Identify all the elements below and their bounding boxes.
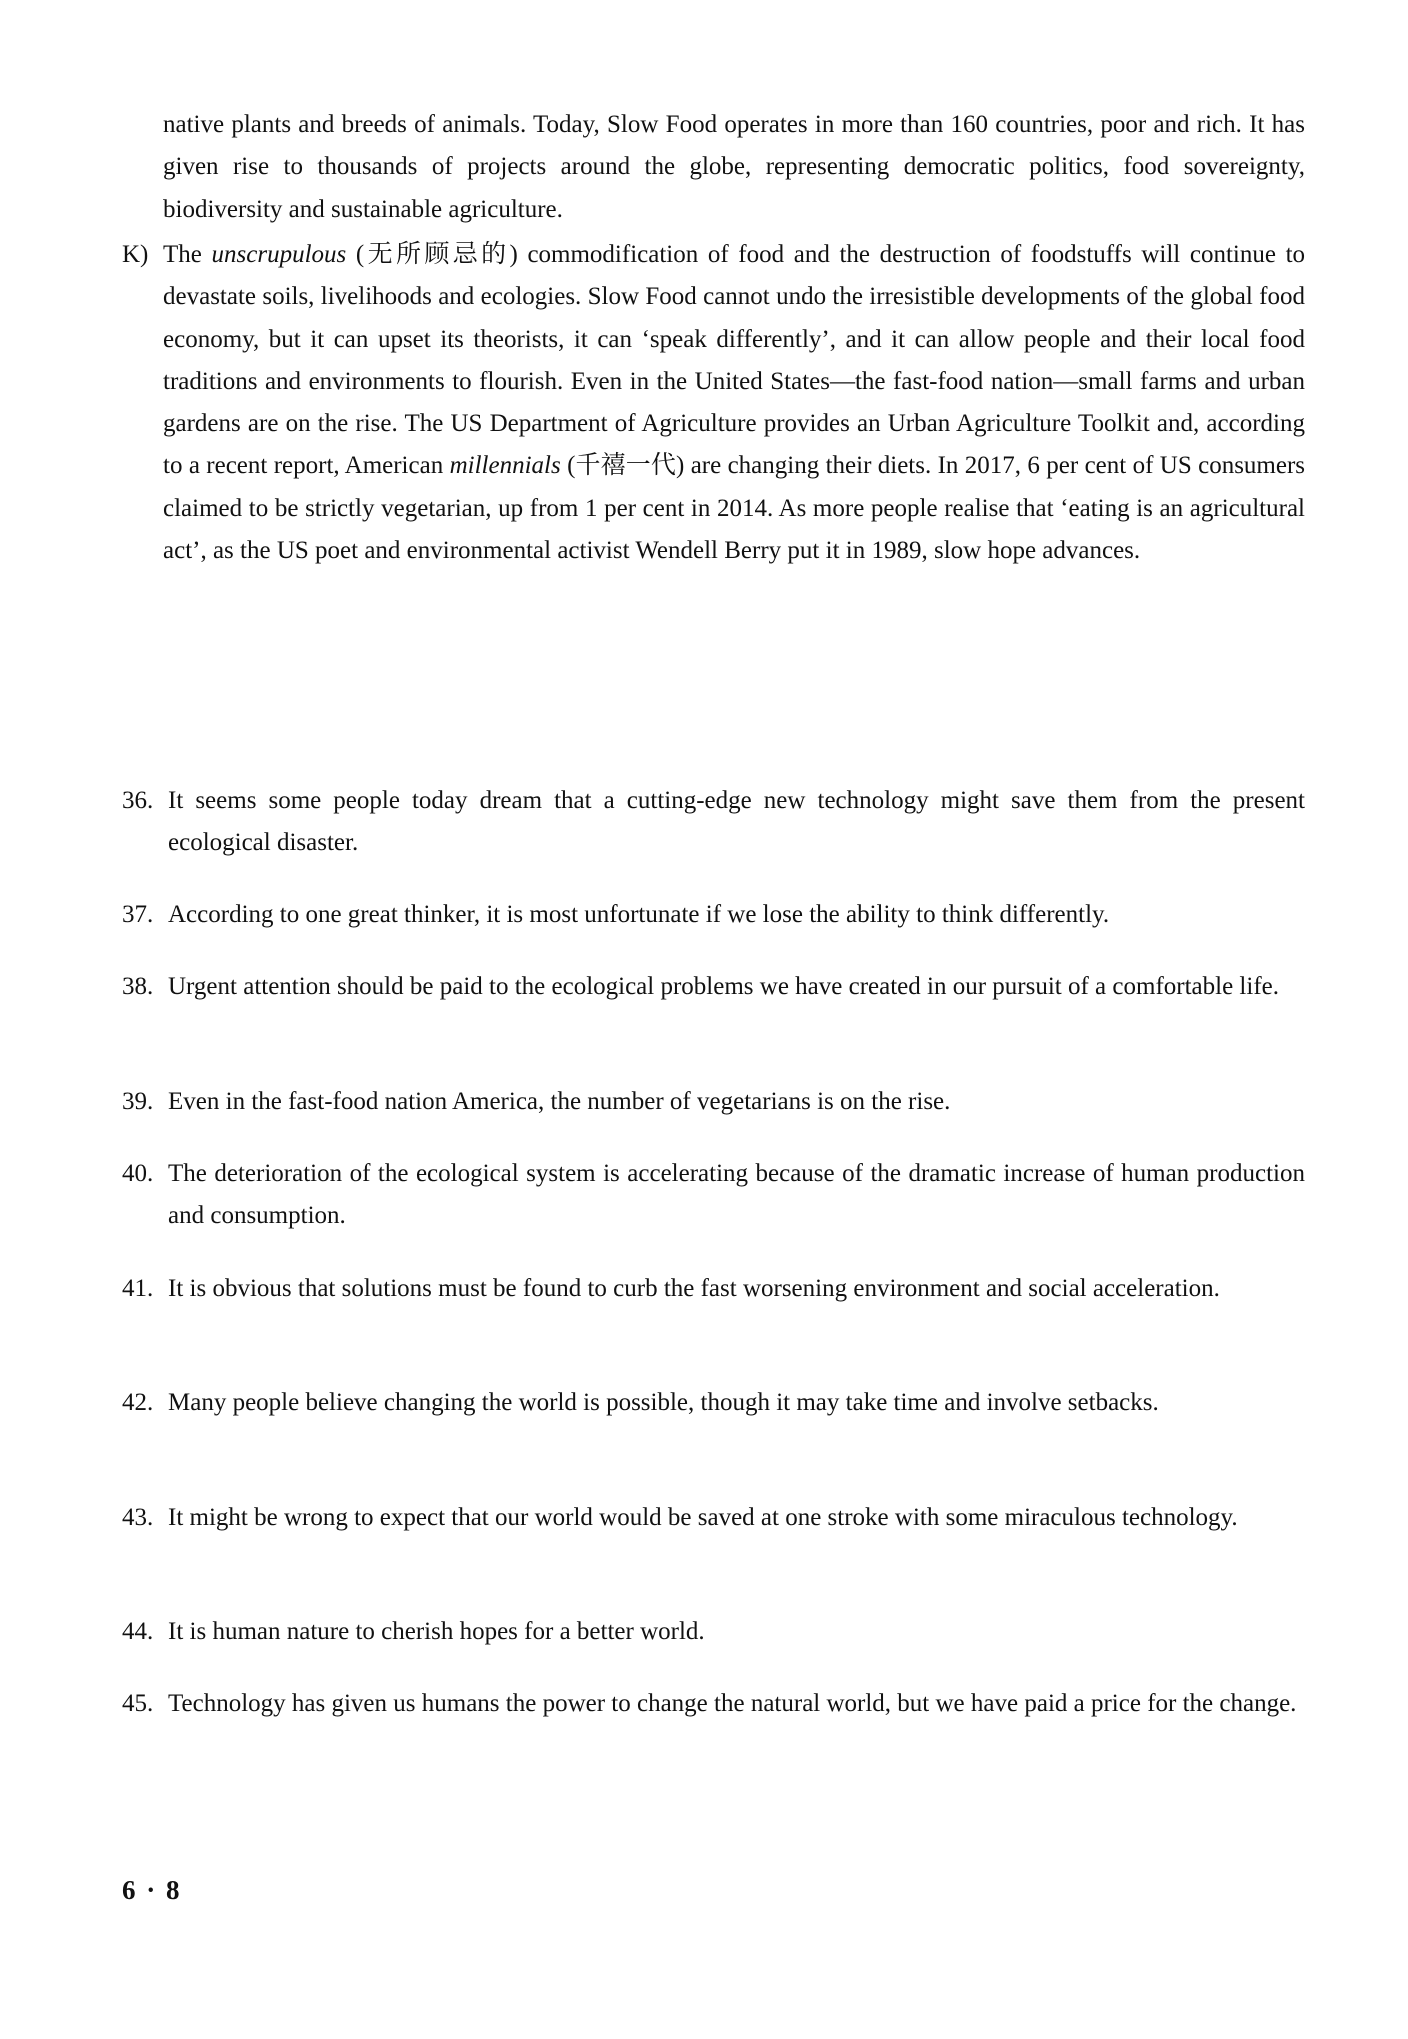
question-text: It might be wrong to expect that our world would be saved at one stroke with some miraculous technology. — [168, 1504, 1238, 1531]
question-text: Many people believe changing the world is possible, though it may take time and involve setbacks. — [168, 1389, 1159, 1416]
question-number: 42. — [122, 1389, 154, 1416]
paragraph-k-term2: millennials — [449, 452, 561, 480]
question-text: The deterioration of the ecological system is accelerating because of the dramatic increase of human production and consumption. — [168, 1160, 1305, 1230]
question-number: 44. — [122, 1618, 154, 1645]
question-text: Technology has given us humans the power to change the natural world, but we have paid a price for the change. — [168, 1690, 1297, 1717]
question-text: Even in the fast-food nation America, the number of vegetarians is on the rise. — [168, 1088, 951, 1115]
question-45 — [122, 1683, 1305, 1725]
paragraph-k-gloss1: (无所顾忌的) — [355, 241, 518, 268]
page-number: 6 · 8 — [122, 1875, 182, 1905]
paragraph-k-part2: commodification of food and the destruction of foodstuffs will continue to devastate soils, livelihoods and ecologies. Slow Food cannot undo the irresistible developments of the global food economy, but it can upset its theorists, it can ‘speak differently’, and it can allow people and their local food traditions and environments to flourish. Even in the United States—the fast-food nation—small farms and urban gardens are on the rise. The US Department of Agriculture provides an Urban Agriculture Toolkit and, according to a recent report, American — [163, 241, 1306, 480]
question-text: It seems some people today dream that a cutting-edge new technology might save them from the present ecological disaster. — [168, 787, 1305, 857]
paragraph-k — [122, 234, 1305, 572]
question-text: It is obvious that solutions must be found to curb the fast worsening environment and social acceleration. — [168, 1275, 1220, 1302]
paragraph-k-term1: unscrupulous — [211, 241, 347, 268]
paragraph-k-label: K) — [122, 241, 149, 268]
paragraph-k-part3: are changing their diets. In 2017, 6 per cent of US consumers claimed to be strictly vegetarian, up from 1 per cent in 2014. As more people realise that ‘eating is an agricultural act’, as the US poet and environmental activist Wendell Berry put it in 1989, slow hope advances. — [163, 452, 1306, 565]
question-40 — [122, 1153, 1305, 1238]
question-number: 41. — [122, 1275, 154, 1302]
question-44 — [122, 1611, 1305, 1653]
question-number: 36. — [122, 787, 154, 814]
question-number: 40. — [122, 1160, 154, 1187]
intro-text: native plants and breeds of animals. Today, Slow Food operates in more than 160 countries, poor and rich. It has given rise to thousands of projects around the globe, representing democratic politics, food sovereignty, biodiversity and sustainable agriculture. — [163, 111, 1305, 223]
intro-paragraph — [122, 104, 1305, 231]
question-38 — [122, 966, 1305, 1008]
question-37 — [122, 894, 1305, 936]
question-41 — [122, 1268, 1305, 1310]
question-text: According to one great thinker, it is most unfortunate if we lose the ability to think differently. — [168, 901, 1110, 928]
paragraph-k-gloss2: (千禧一代) — [567, 452, 685, 480]
question-42 — [122, 1382, 1305, 1424]
question-number: 37. — [122, 901, 154, 928]
question-36 — [122, 780, 1305, 865]
question-text: It is human nature to cherish hopes for a better world. — [168, 1618, 705, 1645]
question-number: 43. — [122, 1504, 154, 1531]
question-43 — [122, 1497, 1305, 1539]
question-number: 38. — [122, 973, 154, 1000]
question-number: 39. — [122, 1088, 154, 1115]
question-text: Urgent attention should be paid to the ecological problems we have created in our pursuit of a comfortable life. — [168, 973, 1279, 1000]
question-number: 45. — [122, 1690, 154, 1717]
paragraph-k-part1: The — [163, 241, 202, 268]
question-39 — [122, 1081, 1305, 1123]
